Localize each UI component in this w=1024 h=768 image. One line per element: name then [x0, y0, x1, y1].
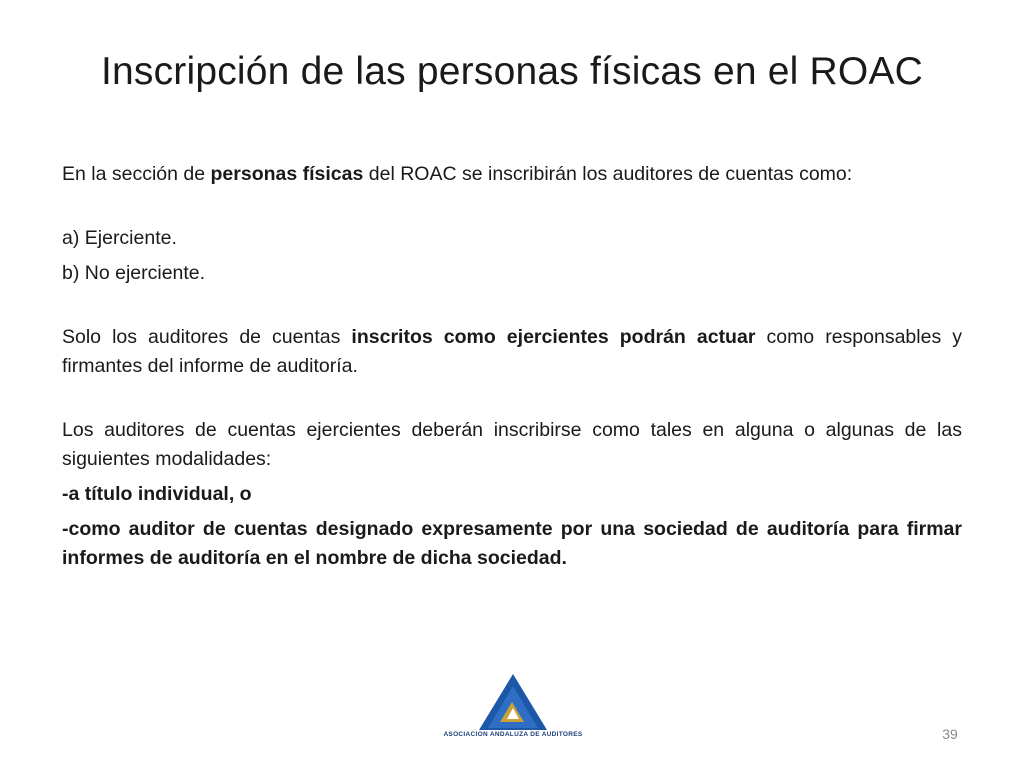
ejercientes-bold: inscritos como ejercientes podrán actuar — [351, 326, 756, 348]
page-number: 39 — [942, 726, 958, 742]
option-a: a) Ejerciente. — [62, 227, 177, 249]
intro-bold: personas físicas — [210, 163, 364, 185]
ejercientes-text-1: Solo los auditores de cuentas — [62, 326, 352, 348]
ejercientes-text-2: como responsables y firmantes del informe de auditoría. — [62, 326, 962, 377]
intro-text-2: del ROAC se inscribirán los auditores de cuentas como: — [363, 163, 853, 185]
intro-text-1: En la sección de — [62, 163, 211, 185]
intro-paragraph — [62, 160, 962, 189]
modality-designated-text: -como auditor de cuentas designado expresamente por una sociedad de auditoría para firmar informes de auditoría en el nombre de dicha sociedad. — [62, 518, 962, 569]
option-b: b) No ejerciente. — [62, 262, 206, 284]
slide-body — [62, 160, 962, 573]
logo-label: ASOCIACION ANDALUZA DE AUDITORES — [443, 731, 583, 738]
association-logo — [438, 672, 588, 742]
modality-designated — [62, 515, 962, 573]
triangle-logo-icon — [438, 672, 588, 732]
slide-title: Inscripción de las personas físicas en el ROAC — [100, 50, 924, 93]
ejercientes-paragraph — [62, 323, 962, 381]
modality-individual — [62, 480, 962, 509]
modalidades-paragraph: Los auditores de cuentas ejercientes deberán inscribirse como tales en alguna o algunas de las siguientes modalidades: — [62, 419, 962, 470]
modality-individual-text: -a título individual, o — [62, 483, 252, 505]
